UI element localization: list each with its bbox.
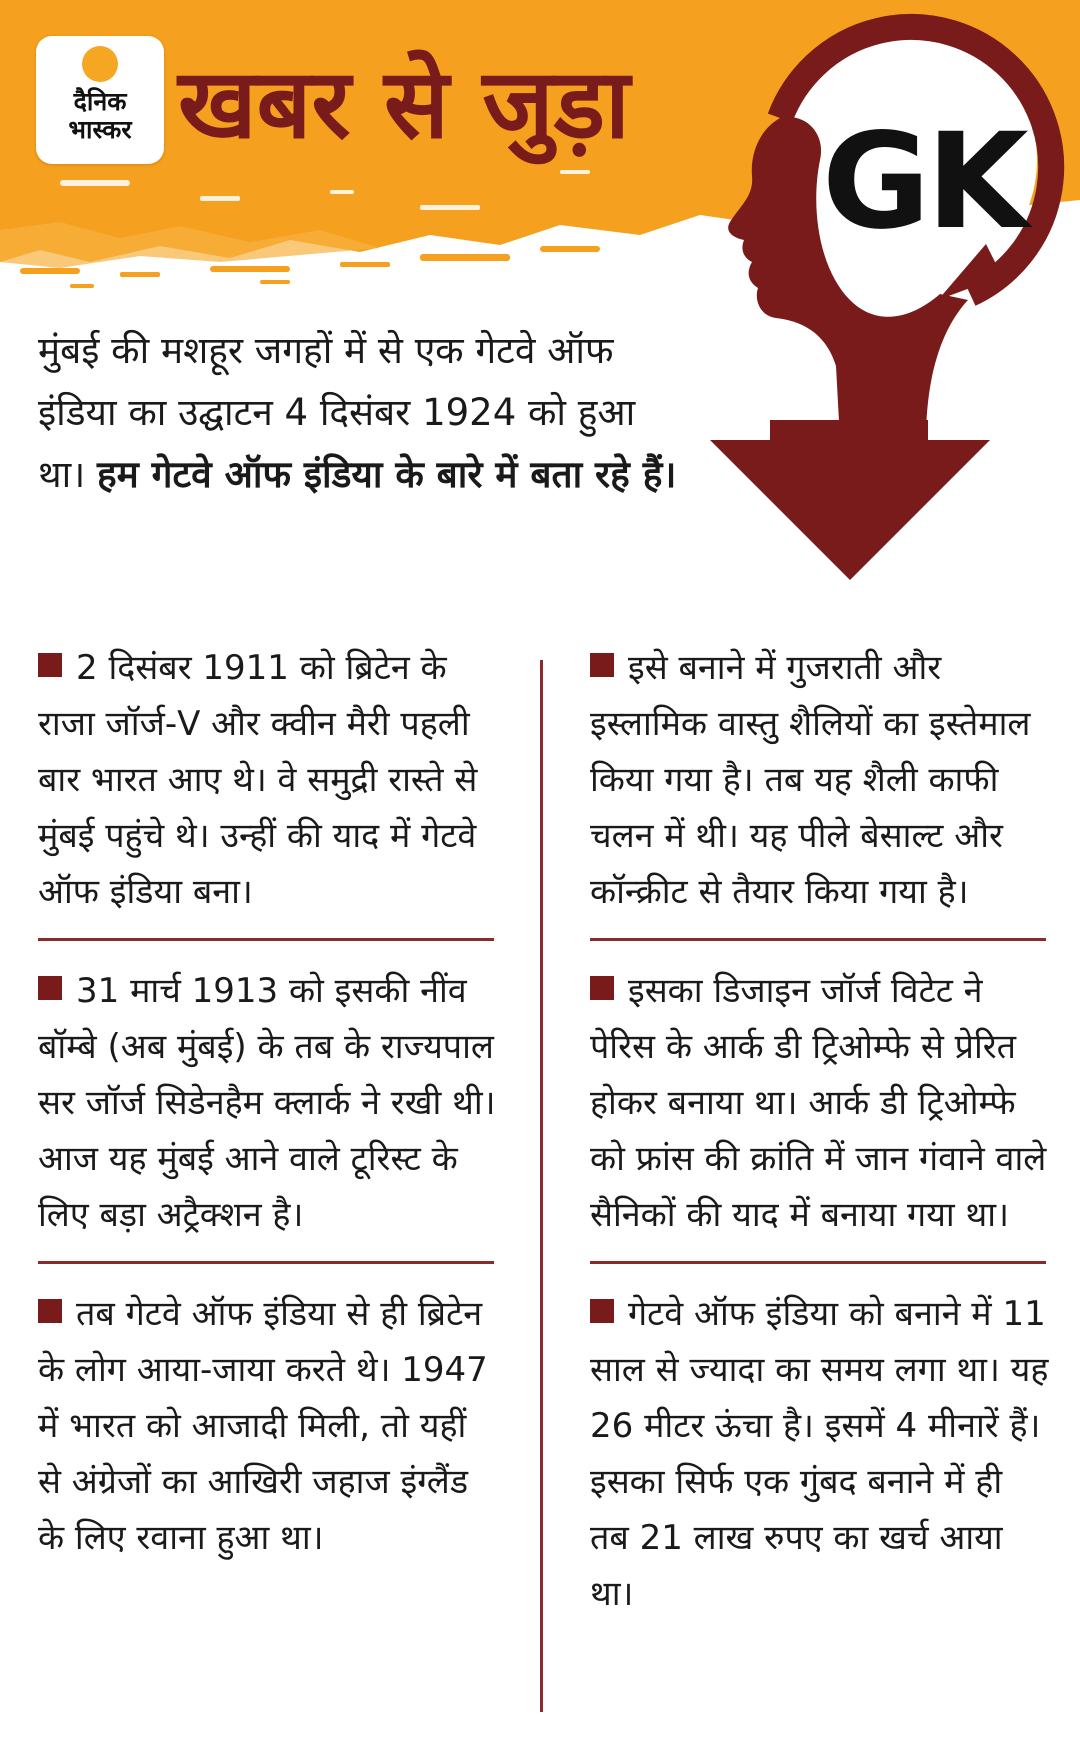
fact-separator	[38, 1261, 494, 1264]
gk-badge: GK	[822, 105, 1025, 259]
fact-item	[590, 640, 1050, 920]
logo-line-1: दैनिक	[73, 87, 127, 116]
fact-text: तब गेटवे ऑफ इंडिया से ही ब्रिटेन के लोग आया-जाया करते थे। 1947 में भारत को आजादी मिली, तो यहीं से अंग्रेजों का आखिरी जहाज इंग्लैंड के लिए रवाना हुआ था।	[38, 1294, 488, 1558]
intro-text: मुंबई की मशहूर जगहों में से एक गेटवे ऑफ इंडिया का उद्घाटन 4 दिसंबर 1924 को हुआ था।	[38, 329, 636, 496]
square-bullet-icon	[38, 976, 62, 1000]
facts-right-column	[590, 640, 1050, 1622]
square-bullet-icon	[38, 1299, 62, 1323]
fact-text: इसे बनाने में गुजराती और इस्लामिक वास्तु शैलियों का इस्तेमाल किया गया है। तब यह शैली काफी चलन में थी। यह पीले बेसाल्ट और कॉन्क्रीट से तैयार किया गया है।	[590, 648, 1031, 912]
fact-item	[38, 640, 498, 920]
fact-text: गेटवे ऑफ इंडिया को बनाने में 11 साल से ज्यादा का समय लगा था। यह 26 मीटर ऊंचा है। इसमें 4 मीनारें हैं। इसका सिर्फ एक गुंबद बनाने में ही तब 21 लाख रुपए का खर्च आया था।	[590, 1294, 1049, 1614]
intro-bold-text: हम गेटवे ऑफ इंडिया के बारे में बता रहे हैं।	[97, 453, 677, 496]
facts-left-column	[38, 640, 498, 1566]
square-bullet-icon	[590, 1299, 614, 1323]
fact-separator	[590, 1261, 1046, 1264]
fact-item	[38, 963, 498, 1243]
fact-item	[590, 1286, 1050, 1622]
square-bullet-icon	[590, 653, 614, 677]
fact-text: 31 मार्च 1913 को इसकी नींव बॉम्बे (अब मुंबई) के तब के राज्यपाल सर जॉर्ज सिडेनहैम क्लार्क ने रखी थी। आज यह मुंबई आने वाले टूरिस्ट के लिए बड़ा अट्रैक्शन है।	[38, 971, 496, 1235]
sun-icon	[82, 46, 118, 82]
intro-paragraph	[38, 320, 678, 506]
fact-text: इसका डिजाइन जॉर्ज विटेट ने पेरिस के आर्क डी ट्रिओम्फे से प्रेरित होकर बनाया था। आर्क डी ट्रिओम्फे को फ्रांस की क्रांति में जान गंवाने वाले सैनिकों की याद में बनाया गया था।	[590, 971, 1047, 1235]
fact-separator	[38, 938, 494, 941]
dainik-bhaskar-logo	[36, 36, 164, 164]
fact-item	[38, 1286, 498, 1566]
fact-item	[590, 963, 1050, 1243]
logo-line-2: भास्कर	[68, 115, 132, 144]
fact-text: 2 दिसंबर 1911 को ब्रिटेन के राजा जॉर्ज-V और क्वीन मैरी पहली बार भारत आए थे। वे समुद्री रास्ते से मुंबई पहुंचे थे। उन्हीं की याद में गेटवे ऑफ इंडिया बना।	[38, 648, 478, 912]
column-divider	[540, 660, 543, 1712]
head-silhouette-arrow-icon	[690, 0, 1080, 600]
page-title: खबर से जुड़ा	[178, 48, 630, 160]
square-bullet-icon	[590, 976, 614, 1000]
square-bullet-icon	[38, 653, 62, 677]
fact-separator	[590, 938, 1046, 941]
